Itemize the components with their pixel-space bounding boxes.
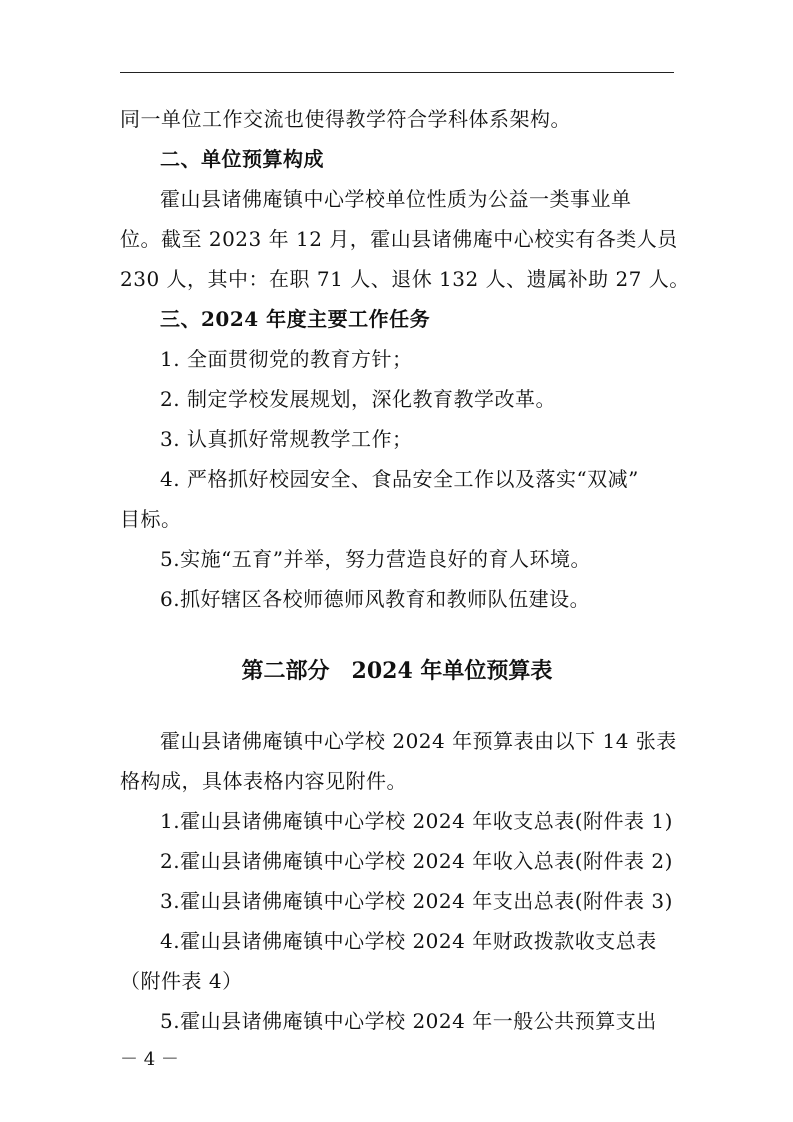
part-title: 第二部分 2024 年单位预算表: [241, 658, 553, 684]
budget-table-item-continuation: （附件表 4）: [120, 969, 243, 993]
paragraph-line: 位。截至 2023 年 12 月，霍山县诸佛庵中心校实有各类人员: [120, 227, 678, 251]
task-item-continuation: 目标。: [120, 507, 182, 531]
budget-table-item: 5.霍山县诸佛庵镇中心学校 2024 年一般公共预算支出: [160, 1009, 657, 1033]
paragraph-line: 霍山县诸佛庵镇中心学校 2024 年预算表由以下 14 张表: [160, 729, 677, 753]
budget-table-item: 2.霍山县诸佛庵镇中心学校 2024 年收入总表(附件表 2): [160, 849, 673, 873]
page-number: － 4 －: [120, 1049, 179, 1070]
task-item: 1. 全面贯彻党的教育方针；: [160, 347, 413, 371]
task-item: 6.抓好辖区各校师德师风教育和教师队伍建设。: [160, 587, 591, 611]
budget-table-item: 1.霍山县诸佛庵镇中心学校 2024 年收支总表(附件表 1): [160, 809, 673, 833]
budget-table-item: 4.霍山县诸佛庵镇中心学校 2024 年财政拨款收支总表: [160, 929, 657, 953]
task-item: 4. 严格抓好校园安全、食品安全工作以及落实“双减”: [160, 467, 639, 491]
paragraph-line: 230 人，其中：在职 71 人、退休 132 人、遗属补助 27 人。: [120, 267, 690, 291]
task-item: 2. 制定学校发展规划，深化教育教学改革。: [160, 387, 556, 411]
task-item: 3. 认真抓好常规教学工作；: [160, 427, 413, 451]
paragraph-line: 格构成，具体表格内容见附件。: [120, 769, 407, 793]
budget-table-item: 3.霍山县诸佛庵镇中心学校 2024 年支出总表(附件表 3): [160, 889, 673, 913]
section-heading-budget-composition: 二、单位预算构成: [160, 147, 324, 171]
paragraph-line: 霍山县诸佛庵镇中心学校单位性质为公益一类事业单: [160, 187, 632, 211]
task-item: 5.实施“五育”并举，努力营造良好的育人环境。: [160, 547, 592, 571]
paragraph-line: 同一单位工作交流也使得教学符合学科体系架构。: [120, 107, 571, 131]
section-heading-main-tasks: 三、2024 年度主要工作任务: [160, 307, 431, 331]
header-rule: [120, 72, 674, 73]
